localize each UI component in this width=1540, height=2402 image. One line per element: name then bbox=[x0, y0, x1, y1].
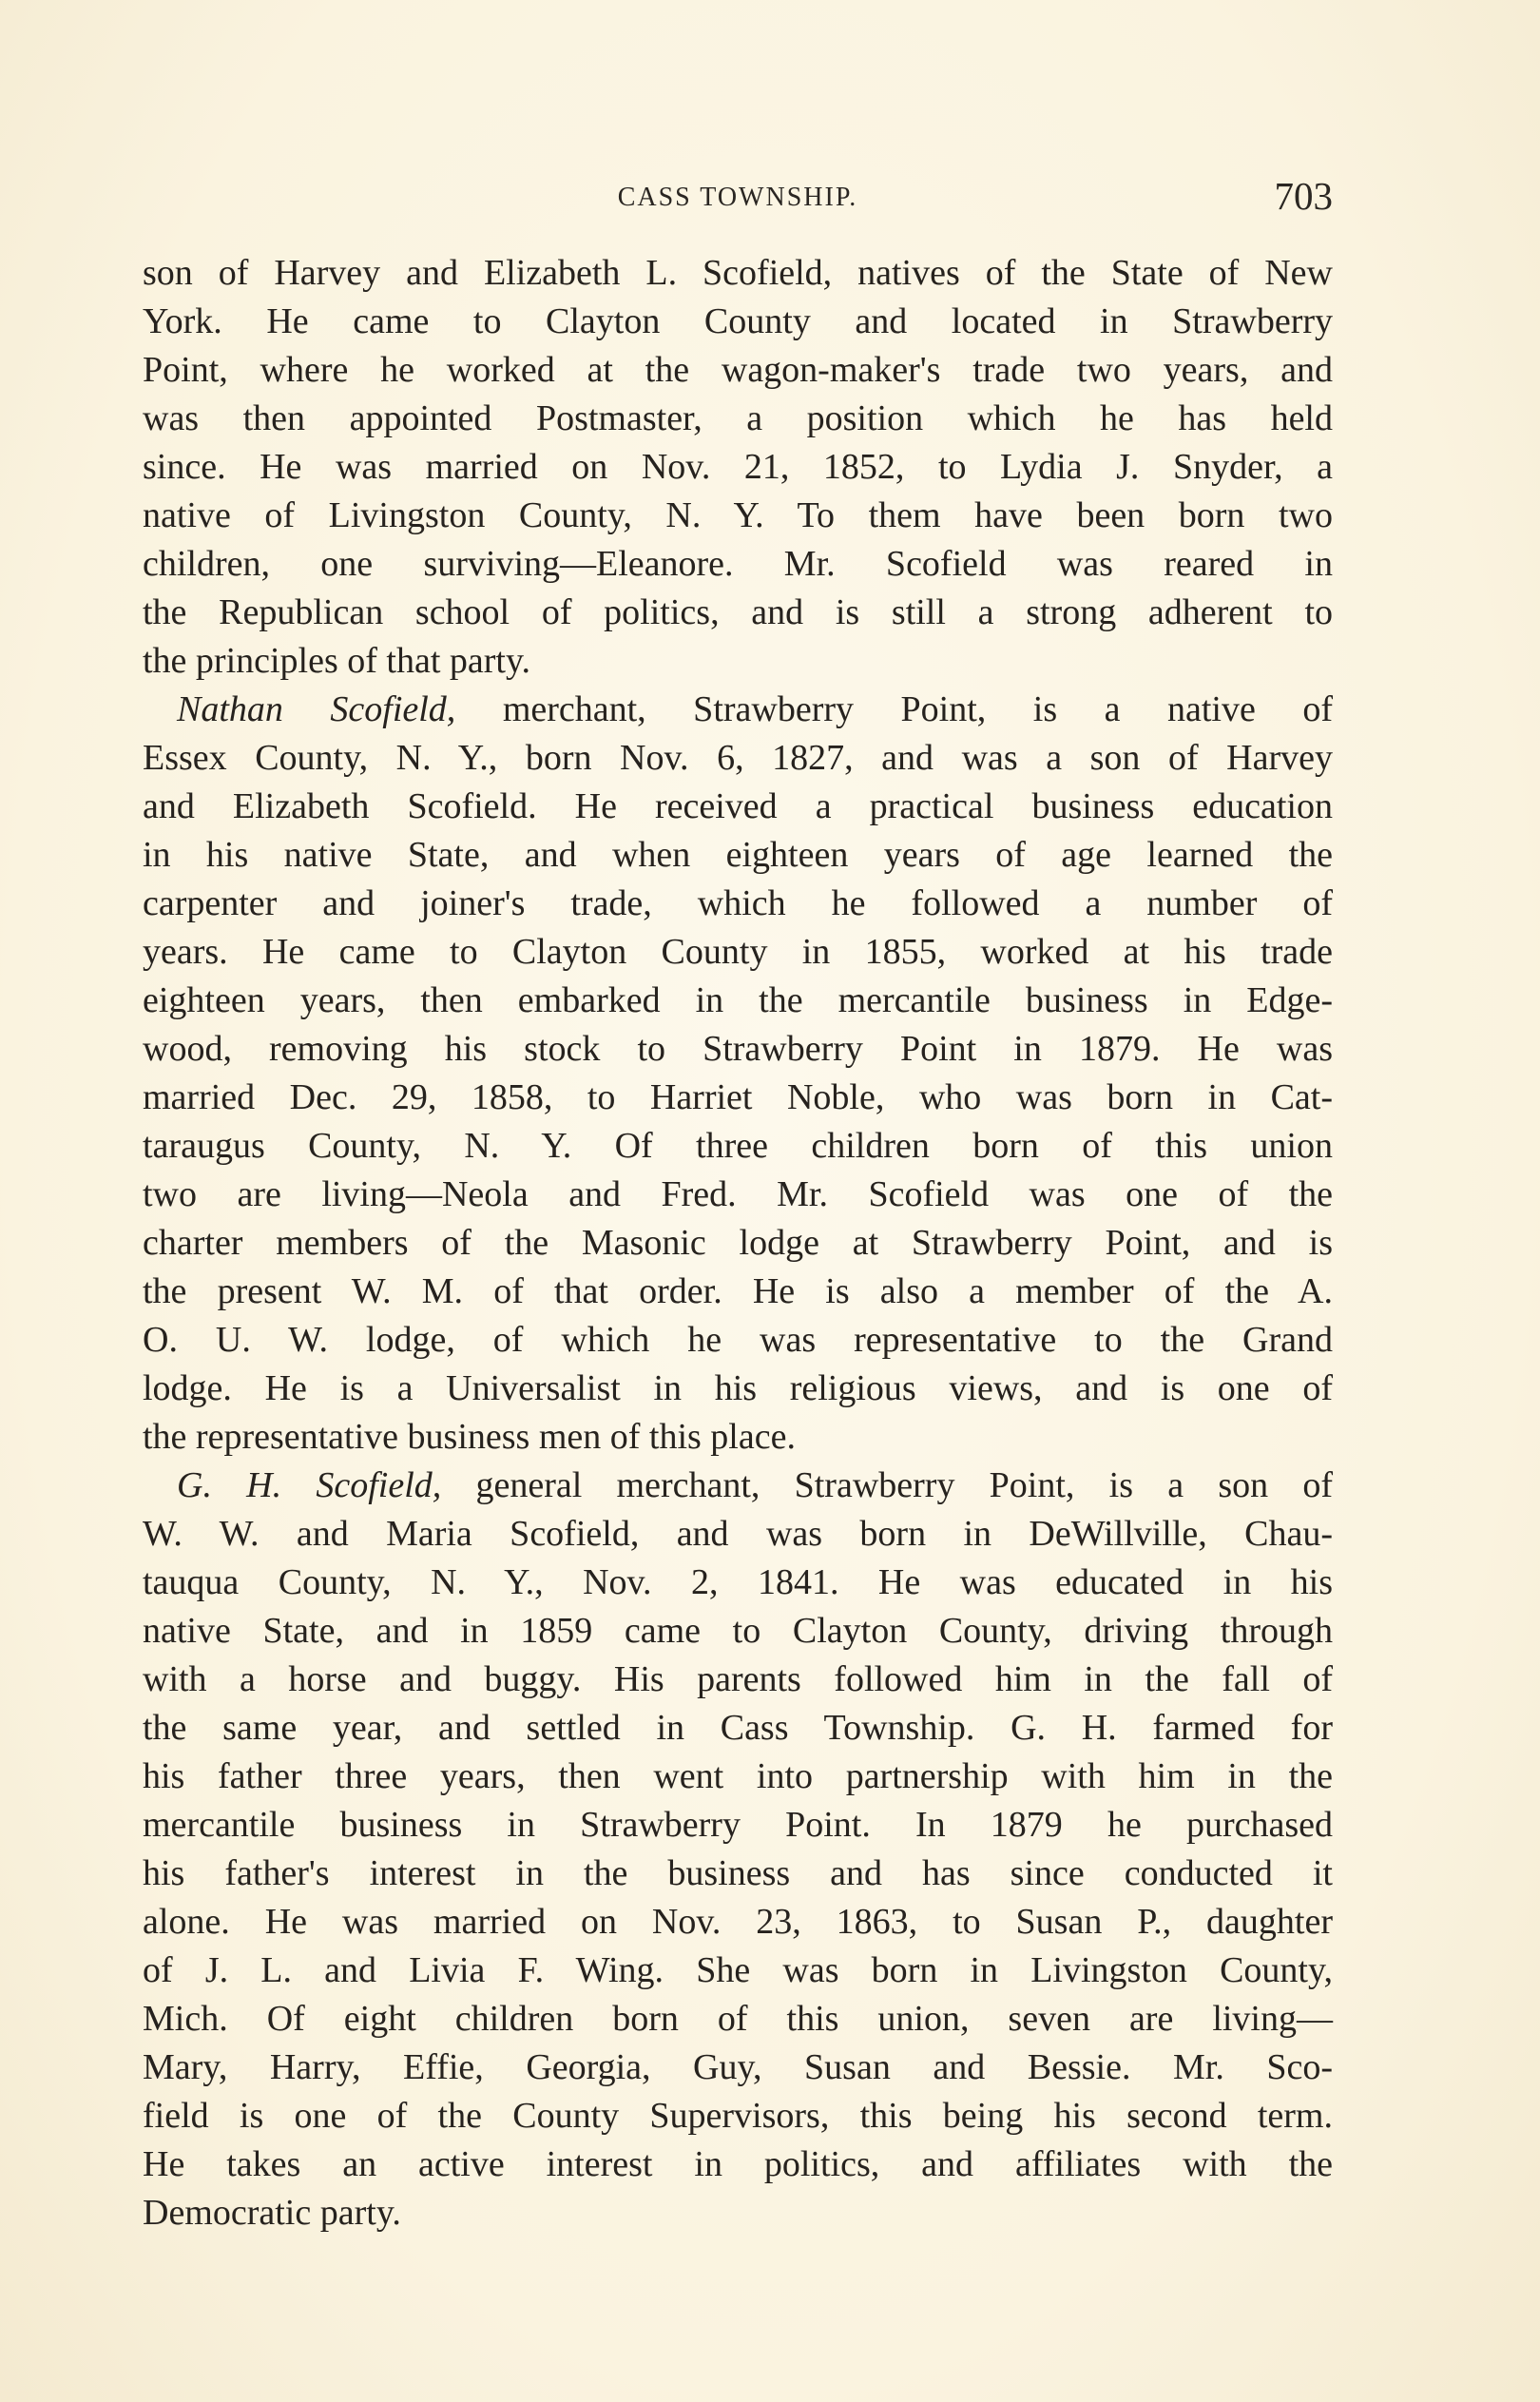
paragraph-gh-scofield bbox=[143, 1462, 1333, 2237]
page-number: 703 bbox=[1274, 174, 1333, 218]
text-line: mercantile business in Strawberry Point. In 1879 he purchased bbox=[143, 1805, 1333, 1845]
text-line: the present W. M. of that order. He is also a member of the A. bbox=[143, 1271, 1333, 1311]
text-line: O. U. W. lodge, of which he was representative to the Grand bbox=[143, 1320, 1333, 1360]
text-line: was then appointed Postmaster, a position which he has held bbox=[143, 398, 1333, 438]
text-line: Democratic party. bbox=[143, 2193, 401, 2233]
text-line: carpenter and joiner's trade, which he followed a number of bbox=[143, 883, 1333, 923]
text-line: and Elizabeth Scofield. He received a practical business education bbox=[143, 786, 1333, 826]
text-line: native State, and in 1859 came to Clayton County, driving through bbox=[143, 1611, 1333, 1651]
biography-name: G. H. Scofield, bbox=[177, 1465, 442, 1505]
text-line: the principles of that party. bbox=[143, 641, 531, 681]
text-line: the representative business men of this place. bbox=[143, 1417, 796, 1457]
text-line: wood, removing his stock to Strawberry Point in 1879. He was bbox=[143, 1029, 1333, 1069]
text-line bbox=[143, 1462, 1333, 1510]
biography-name: Nathan Scofield, bbox=[177, 689, 456, 729]
text-line bbox=[143, 686, 1333, 734]
text-line: taraugus County, N. Y. Of three children born of this union bbox=[143, 1126, 1333, 1166]
page-header bbox=[143, 173, 1333, 230]
text-line: lodge. He is a Universalist in his religious views, and is one of bbox=[143, 1368, 1333, 1408]
text-line: the same year, and settled in Cass Township. G. H. farmed for bbox=[143, 1708, 1333, 1748]
body-text bbox=[143, 249, 1333, 2237]
text-line: eighteen years, then embarked in the mercantile business in Edge- bbox=[143, 980, 1333, 1020]
text-line: his father's interest in the business and has since conducted it bbox=[143, 1853, 1333, 1893]
text-line: W. W. and Maria Scofield, and was born in DeWillville, Chau- bbox=[143, 1514, 1333, 1554]
paragraph-nathan-scofield bbox=[143, 686, 1333, 1462]
text-line: in his native State, and when eighteen years of age learned the bbox=[143, 835, 1333, 875]
text-line: married Dec. 29, 1858, to Harriet Noble, who was born in Cat- bbox=[143, 1077, 1333, 1117]
text-line: Essex County, N. Y., born Nov. 6, 1827, and was a son of Harvey bbox=[143, 738, 1333, 778]
text-line: son of Harvey and Elizabeth L. Scofield, natives of the State of New bbox=[143, 253, 1333, 293]
text-run: merchant, Strawberry Point, is a native of bbox=[455, 689, 1333, 729]
text-line: charter members of the Masonic lodge at Strawberry Point, and is bbox=[143, 1223, 1333, 1263]
text-run: general merchant, Strawberry Point, is a son of bbox=[441, 1465, 1333, 1505]
text-line: York. He came to Clayton County and located in Strawberry bbox=[143, 301, 1333, 341]
running-title: CASS TOWNSHIP. bbox=[617, 183, 858, 212]
text-line: with a horse and buggy. His parents followed him in the fall of bbox=[143, 1659, 1333, 1699]
text-line: Mary, Harry, Effie, Georgia, Guy, Susan and Bessie. Mr. Sco- bbox=[143, 2047, 1333, 2087]
text-line: alone. He was married on Nov. 23, 1863, to Susan P., daughter bbox=[143, 1902, 1333, 1942]
text-line: He takes an active interest in politics, and affiliates with the bbox=[143, 2144, 1333, 2184]
text-line: children, one surviving—Eleanore. Mr. Scofield was reared in bbox=[143, 544, 1333, 584]
text-line: the Republican school of politics, and is still a strong adherent to bbox=[143, 592, 1333, 632]
text-line: his father three years, then went into partnership with him in the bbox=[143, 1756, 1333, 1796]
text-line: since. He was married on Nov. 21, 1852, to Lydia J. Snyder, a bbox=[143, 447, 1333, 487]
text-line: Mich. Of eight children born of this union, seven are living— bbox=[143, 1999, 1333, 2039]
text-line: Point, where he worked at the wagon-maker's trade two years, and bbox=[143, 350, 1333, 390]
text-line: tauqua County, N. Y., Nov. 2, 1841. He was educated in his bbox=[143, 1562, 1333, 1602]
text-line: field is one of the County Supervisors, this being his second term. bbox=[143, 2096, 1333, 2136]
paragraph-harvey-scofield-continued bbox=[143, 249, 1333, 686]
text-line: of J. L. and Livia F. Wing. She was born in Livingston County, bbox=[143, 1950, 1333, 1990]
text-line: years. He came to Clayton County in 1855, worked at his trade bbox=[143, 932, 1333, 972]
text-line: two are living—Neola and Fred. Mr. Scofield was one of the bbox=[143, 1174, 1333, 1214]
text-line: native of Livingston County, N. Y. To them have been born two bbox=[143, 495, 1333, 535]
